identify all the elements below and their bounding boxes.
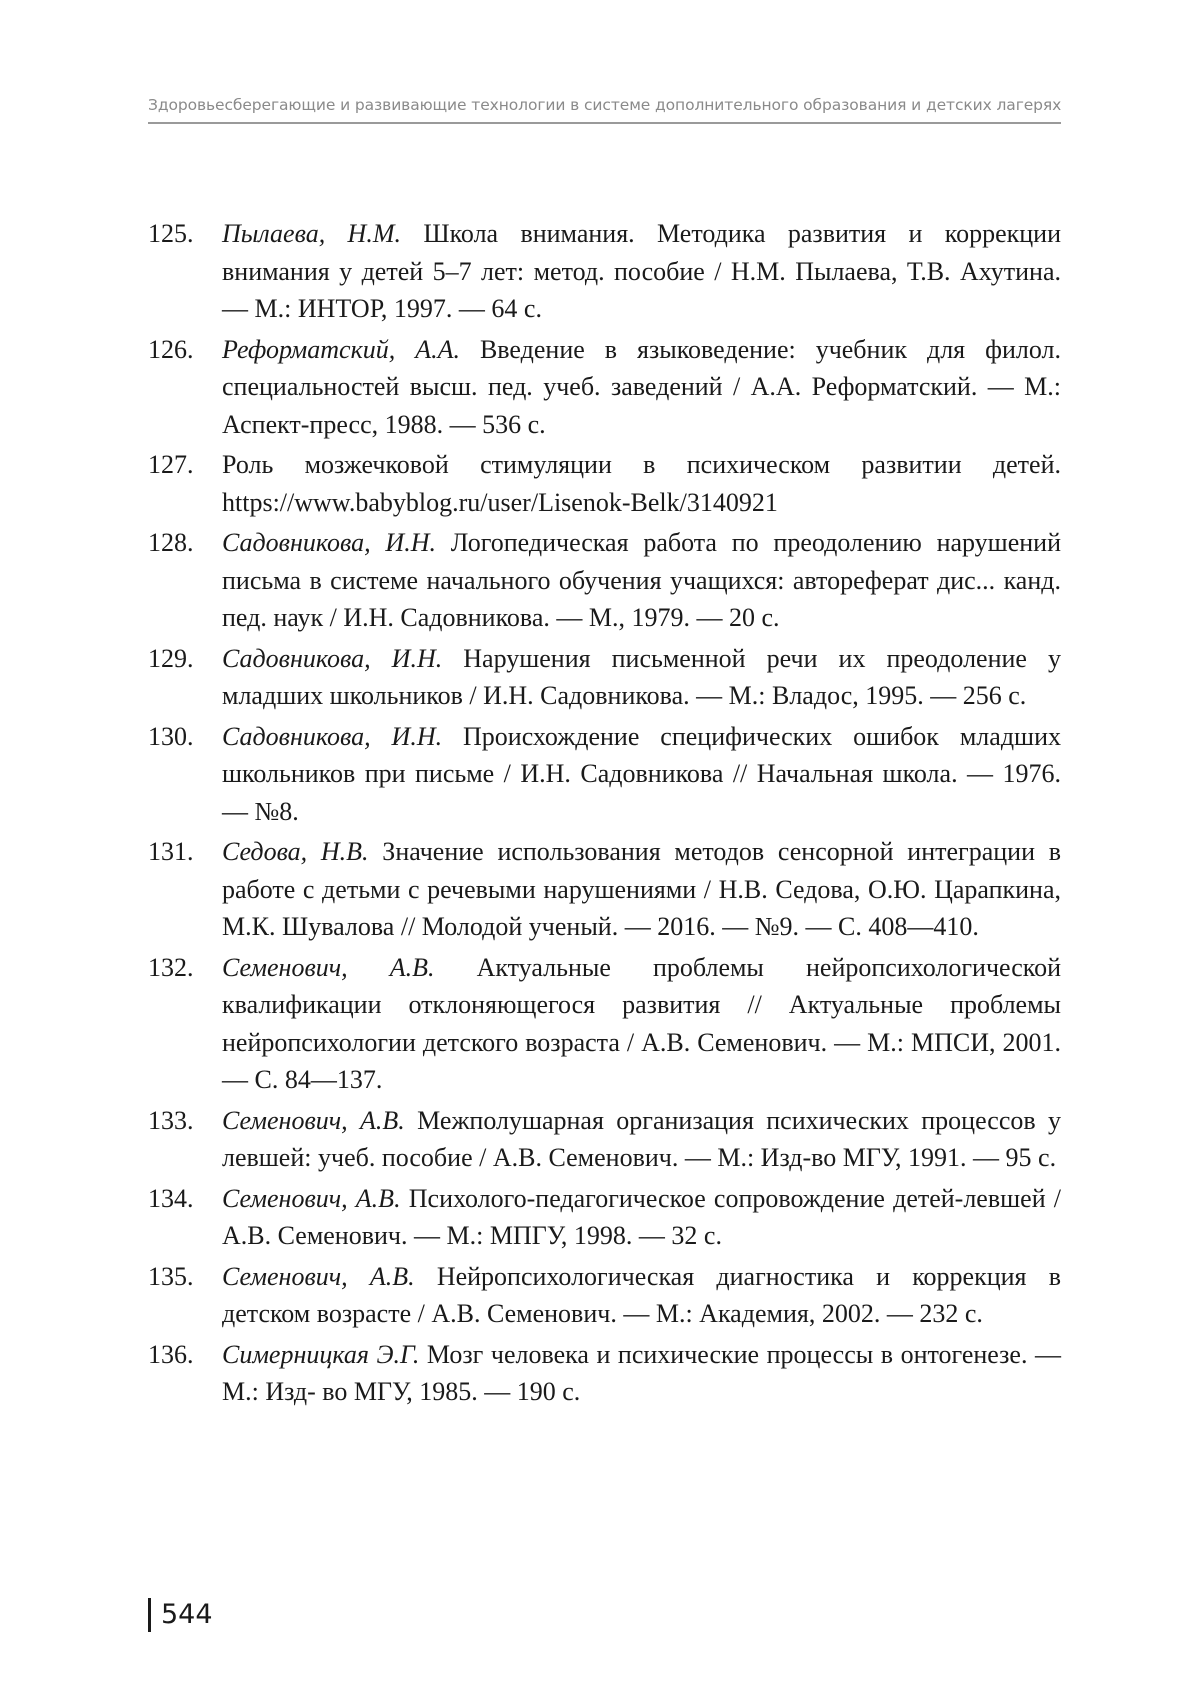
- entry-number: 129.: [148, 643, 194, 673]
- entry-number: 127.: [148, 450, 194, 479]
- bibliography-entry: [148, 446, 1061, 521]
- entry-author: Симерницкая Э.Г.: [222, 1339, 420, 1369]
- entry-author: Садовникова, И.Н.: [222, 643, 443, 673]
- header-rule: [148, 122, 1061, 124]
- bibliography-entry: [148, 1180, 1061, 1255]
- entry-number: 134.: [148, 1183, 194, 1213]
- entry-text: Введение в языковедение: учебник для филол. специальностей высш. пед. учеб. заведений / А.А. Реформатский. — М.: Аспект-пресс, 1988. — 536 с.: [222, 334, 1061, 439]
- bibliography-entry: [148, 1102, 1061, 1177]
- page-number: 544: [161, 1599, 213, 1630]
- entry-number: 135.: [148, 1261, 194, 1291]
- bibliography-entry: [148, 215, 1061, 328]
- entry-number: 130.: [148, 721, 194, 751]
- entry-number: 133.: [148, 1105, 194, 1135]
- bibliography-entry: [148, 331, 1061, 444]
- running-header: Здоровьесберегающие и развивающие технологии в системе дополнительного образования и детских лагерях: [148, 96, 1062, 114]
- entry-author: Садовникова, И.Н.: [222, 721, 443, 751]
- entry-text: Школа внимания. Методика развития и коррекции внимания у детей 5–7 лет: метод. пособие / Н.М. Пылаева, Т.В. Ахутина. — М.: ИНТОР, 1997. — 64 с.: [222, 219, 1061, 323]
- entry-text: Межполушарная организация психических процессов у левшей: учеб. пособие / А.В. Семенович. — М.: Изд-во МГУ, 1991. — 95 с.: [222, 1105, 1061, 1172]
- entry-author: Садовникова, И.Н.: [222, 528, 436, 557]
- bibliography-entry: [148, 718, 1061, 831]
- entry-number: 126.: [148, 334, 194, 364]
- page-number-rule: [148, 1598, 151, 1632]
- entry-number: 125.: [148, 219, 194, 248]
- entry-text: Мозг человека и психические процессы в онтогенезе. — М.: Изд- во МГУ, 1985. — 190 с.: [222, 1339, 1061, 1406]
- bibliography-entry: [148, 640, 1061, 715]
- bibliography-entry: [148, 833, 1061, 946]
- entry-author: Пылаева, Н.М.: [222, 219, 401, 248]
- bibliography-entry: [148, 1336, 1061, 1411]
- bibliography-entry: [148, 1258, 1061, 1333]
- entry-author: Семенович, А.В.: [222, 952, 435, 982]
- entry-number: 131.: [148, 837, 194, 866]
- entry-author: Семенович, А.В.: [222, 1183, 401, 1213]
- entry-author: Семенович, А.В.: [222, 1261, 415, 1291]
- bibliography-entry: [148, 949, 1061, 1099]
- entry-text: Происхождение специфических ошибок младших школьников при письме / И.Н. Садовникова // Начальная школа. — 1976. — №8.: [222, 721, 1061, 826]
- entry-author: Реформатский, А.А.: [222, 334, 460, 364]
- entry-text: Логопедическая работа по преодолению нарушений письма в системе начального обучения учащихся: автореферат дис... канд. пед. наук / И.Н. Садовникова. — М., 1979. — 20 с.: [222, 528, 1061, 632]
- entry-text: Значение использования методов сенсорной интеграции в работе с детьми с речевыми нарушениями / Н.В. Седова, О.Ю. Царапкина, М.К. Шувалова // Молодой ученый. — 2016. — №9. — С. 408—410.: [222, 837, 1061, 941]
- bibliography-entry: [148, 524, 1061, 637]
- entry-text: Нарушения письменной речи их преодоление у младших школьников / И.Н. Садовникова. — М.: Владос, 1995. — 256 с.: [222, 643, 1061, 710]
- bibliography-list: [148, 215, 1061, 1414]
- entry-author: Седова, Н.В.: [222, 837, 369, 866]
- entry-number: 136.: [148, 1339, 194, 1369]
- entry-text: Психолого-педагогическое сопровождение детей-левшей / А.В. Семенович. — М.: МПГУ, 1998. — 32 с.: [222, 1183, 1061, 1250]
- entry-text: Нейропсихологическая диагностика и коррекция в детском возрасте / А.В. Семенович. — М.: Академия, 2002. — 232 с.: [222, 1261, 1061, 1328]
- entry-author: Семенович, А.В.: [222, 1105, 405, 1135]
- entry-number: 132.: [148, 952, 194, 982]
- entry-number: 128.: [148, 528, 194, 557]
- entry-text: Роль мозжечковой стимуляции в психическом развитии детей. https://www.babyblog.ru/user/Lisenok-Belk/3140921: [222, 450, 1061, 517]
- entry-text: Актуальные проблемы нейропсихологической квалификации отклоняющегося развития // Актуальные проблемы нейропсихологии детского возраста / А.В. Семенович. — М.: МПСИ, 2001. — С. 84—137.: [222, 952, 1061, 1094]
